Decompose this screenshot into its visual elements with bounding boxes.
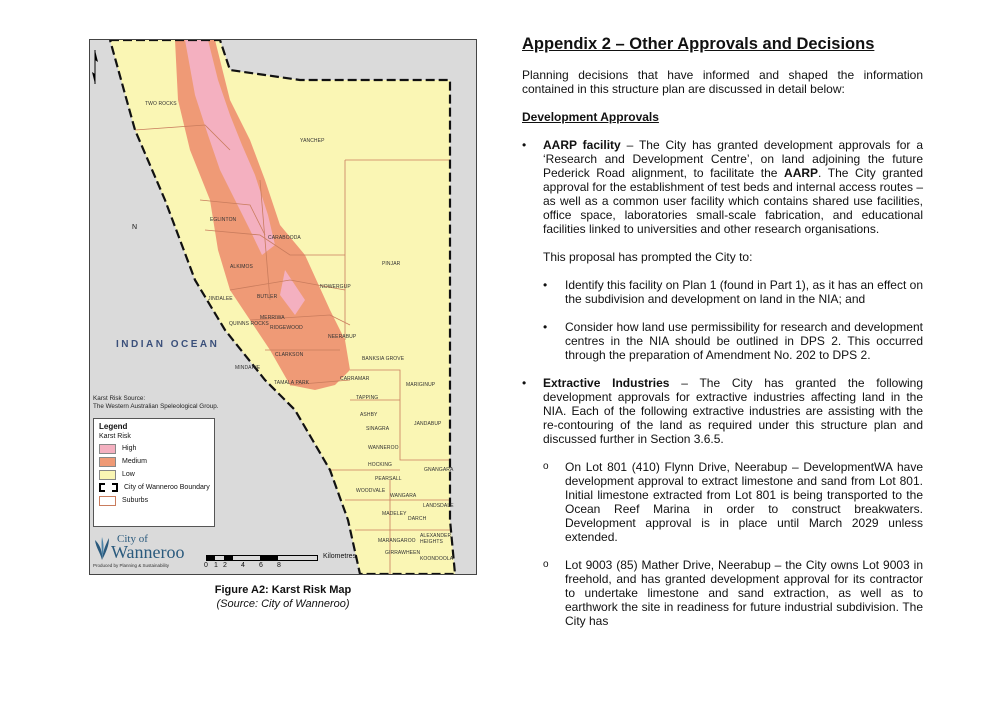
- suburb-quinns-rocks: QUINNS ROCKS: [229, 321, 269, 327]
- suburb-landsdale: LANDSDALE: [423, 503, 454, 509]
- suburb-alkimos: ALKIMOS: [230, 264, 253, 270]
- bullet-icon: •: [543, 278, 548, 292]
- suburb-woodvale: WOODVALE: [356, 488, 386, 494]
- sub-bullet-consider: • Consider how land use permissibility for research and development centres in the NIA should be outlined in DPS 2. This occurred through the preparation of Amendment No. 202 to DPS 2.: [543, 320, 923, 362]
- scale-tick: 8: [277, 562, 281, 569]
- prompt-paragraph: This proposal has prompted the City to:: [543, 250, 753, 264]
- suburb-tapping: TAPPING: [356, 395, 379, 401]
- suburb-butler: BUTLER: [257, 294, 278, 300]
- low-swatch: [99, 470, 116, 480]
- bullet-icon: •: [522, 376, 527, 390]
- suburb-tamala-park: TAMALA PARK: [274, 380, 310, 386]
- sub-bullet-lot-9003: o Lot 9003 (85) Mather Drive, Neerabup – the City owns Lot 9003 in freehold, and has granted development approval for its contractor to undertake limestone and sand extraction, as well as to earthwork the site in readiness for future industrial subdivision. The City has: [543, 558, 923, 628]
- suburb-madeley: MADELEY: [382, 511, 407, 517]
- bullet-icon: •: [522, 138, 527, 152]
- circle-bullet-icon: o: [543, 559, 549, 570]
- suburb-two-rocks: TWO ROCKS: [145, 101, 177, 107]
- scale-tick: 0: [204, 562, 208, 569]
- leaf-logo-icon: [94, 536, 110, 560]
- scale-tick: 1: [214, 562, 218, 569]
- brand-name: Wanneroo: [111, 542, 185, 562]
- suburb-ashby: ASHBY: [360, 412, 378, 418]
- suburb-jindalee: JINDALEE: [208, 296, 233, 302]
- sub-bullet-lot-801: o On Lot 801 (410) Flynn Drive, Neerabup – DevelopmentWA have development approval to extract limestone and sand from Lot 801. Initial limestone extracted from Lot 801 is being transported to the Ocean Reef Marina in order to construct breakwaters. Development approval is in place until March 2029 unless extended.: [543, 460, 923, 544]
- bullet-icon: •: [543, 320, 548, 334]
- north-label: N: [132, 224, 138, 231]
- suburbs-swatch: [99, 496, 116, 506]
- section-subheading: Development Approvals: [522, 110, 659, 124]
- suburb-gnangara: GNANGARA: [424, 467, 454, 473]
- map-legend: [93, 418, 215, 527]
- suburb-koondoola: KOONDOOLA: [420, 556, 454, 562]
- brand-produced: Produced by Planning & Sustainability: [93, 563, 170, 568]
- suburb-nowergup: NOWERGUP: [320, 284, 351, 290]
- figure-caption-source: (Source: City of Wanneroo): [216, 598, 350, 610]
- brand-of: City of: [117, 533, 148, 545]
- legend-title: Legend: [99, 422, 128, 431]
- map-source: Karst Risk Source: The Western Australian Speleological Group.: [93, 395, 219, 410]
- scale-unit: Kilometres: [323, 553, 357, 560]
- suburb-wangara: WANGARA: [390, 493, 417, 499]
- figure-caption-title: Figure A2: Karst Risk Map: [214, 584, 352, 596]
- suburb-darch: DARCH: [408, 516, 427, 522]
- city-logo: [93, 534, 213, 572]
- suburb-yanchep: YANCHEP: [300, 138, 325, 144]
- suburb-sinagra: SINAGRA: [366, 426, 390, 432]
- legend-subtitle: Karst Risk: [99, 433, 131, 440]
- suburb-mindarie: MINDARIE: [235, 365, 261, 371]
- suburb-clarkson: CLARKSON: [275, 352, 304, 358]
- legend-low: Low: [99, 470, 214, 479]
- bullet-aarp: • AARP facility – The City has granted development approvals for a ‘Research and Development Centre’, on land adjoining the future Pederick Road alignment, to facilitate the AARP. The City granted approval for the establishment of test beds and internal access routes – as well as a common user facility which contains shared use facilities, office space, laboratories small-scale fabrication, and educational facilities linked to universities and other research organisations.: [522, 138, 923, 236]
- suburb-carabooda: CARABOODA: [268, 235, 301, 241]
- legend-medium: Medium: [99, 457, 214, 466]
- ocean-label: INDIAN OCEAN: [116, 339, 220, 350]
- suburb-carramar: CARRAMAR: [340, 376, 370, 382]
- karst-risk-map: [89, 39, 477, 575]
- suburb-mariginup: MARIGINUP: [406, 382, 436, 388]
- suburb-banksia-grove: BANKSIA GROVE: [362, 356, 405, 362]
- page-title: Appendix 2 – Other Approvals and Decisions: [522, 35, 875, 53]
- text-column: [522, 34, 923, 628]
- suburb-marangaroo: MARANGAROO: [378, 538, 416, 544]
- scale-tick: 2: [223, 562, 227, 569]
- suburb-merriwa: MERRIWA: [260, 315, 285, 321]
- suburb-jandabup: JANDABUP: [414, 421, 442, 427]
- high-swatch: [99, 444, 116, 454]
- suburb-girrawheen: GIRRAWHEEN: [385, 550, 421, 556]
- legend-boundary: City of Wanneroo Boundary: [99, 483, 214, 492]
- suburb-ridgewood: RIDGEWOOD: [270, 325, 303, 331]
- north-arrow-icon: [90, 40, 100, 85]
- suburb-pearsall: PEARSALL: [375, 476, 402, 482]
- suburb-wanneroo: WANNEROO: [368, 445, 399, 451]
- scale-tick: 6: [259, 562, 263, 569]
- bullet-extractive: • Extractive Industries – The City has granted the following development approvals for extractive industries affecting land in the NIA. Each of the following extractive industries are assisting with the re-contouring of the land as required under this structure plan and discussed further in Section 3.6.5.: [522, 376, 923, 446]
- scale-tick: 4: [241, 562, 245, 569]
- scale-bar: [206, 553, 426, 573]
- suburb-pinjar: PINJAR: [382, 261, 401, 267]
- intro-paragraph: Planning decisions that have informed and shaped the information contained in this structure plan are discussed in detail below:: [522, 68, 923, 96]
- legend-high: High: [99, 444, 214, 453]
- medium-swatch: [99, 457, 116, 467]
- suburb-hocking: HOCKING: [368, 462, 393, 468]
- legend-suburbs: Suburbs: [99, 496, 214, 505]
- circle-bullet-icon: o: [543, 461, 549, 472]
- suburb-eglinton: EGLINTON: [210, 217, 237, 223]
- sub-bullet-identify: • Identify this facility on Plan 1 (found in Part 1), as it has an effect on the subdivision and development on land in the NIA; and: [543, 278, 923, 306]
- suburb-neerabup: NEERABUP: [328, 334, 357, 340]
- boundary-swatch: [99, 483, 118, 492]
- suburb-alexander-heights: ALEXANDER HEIGHTS: [420, 533, 452, 545]
